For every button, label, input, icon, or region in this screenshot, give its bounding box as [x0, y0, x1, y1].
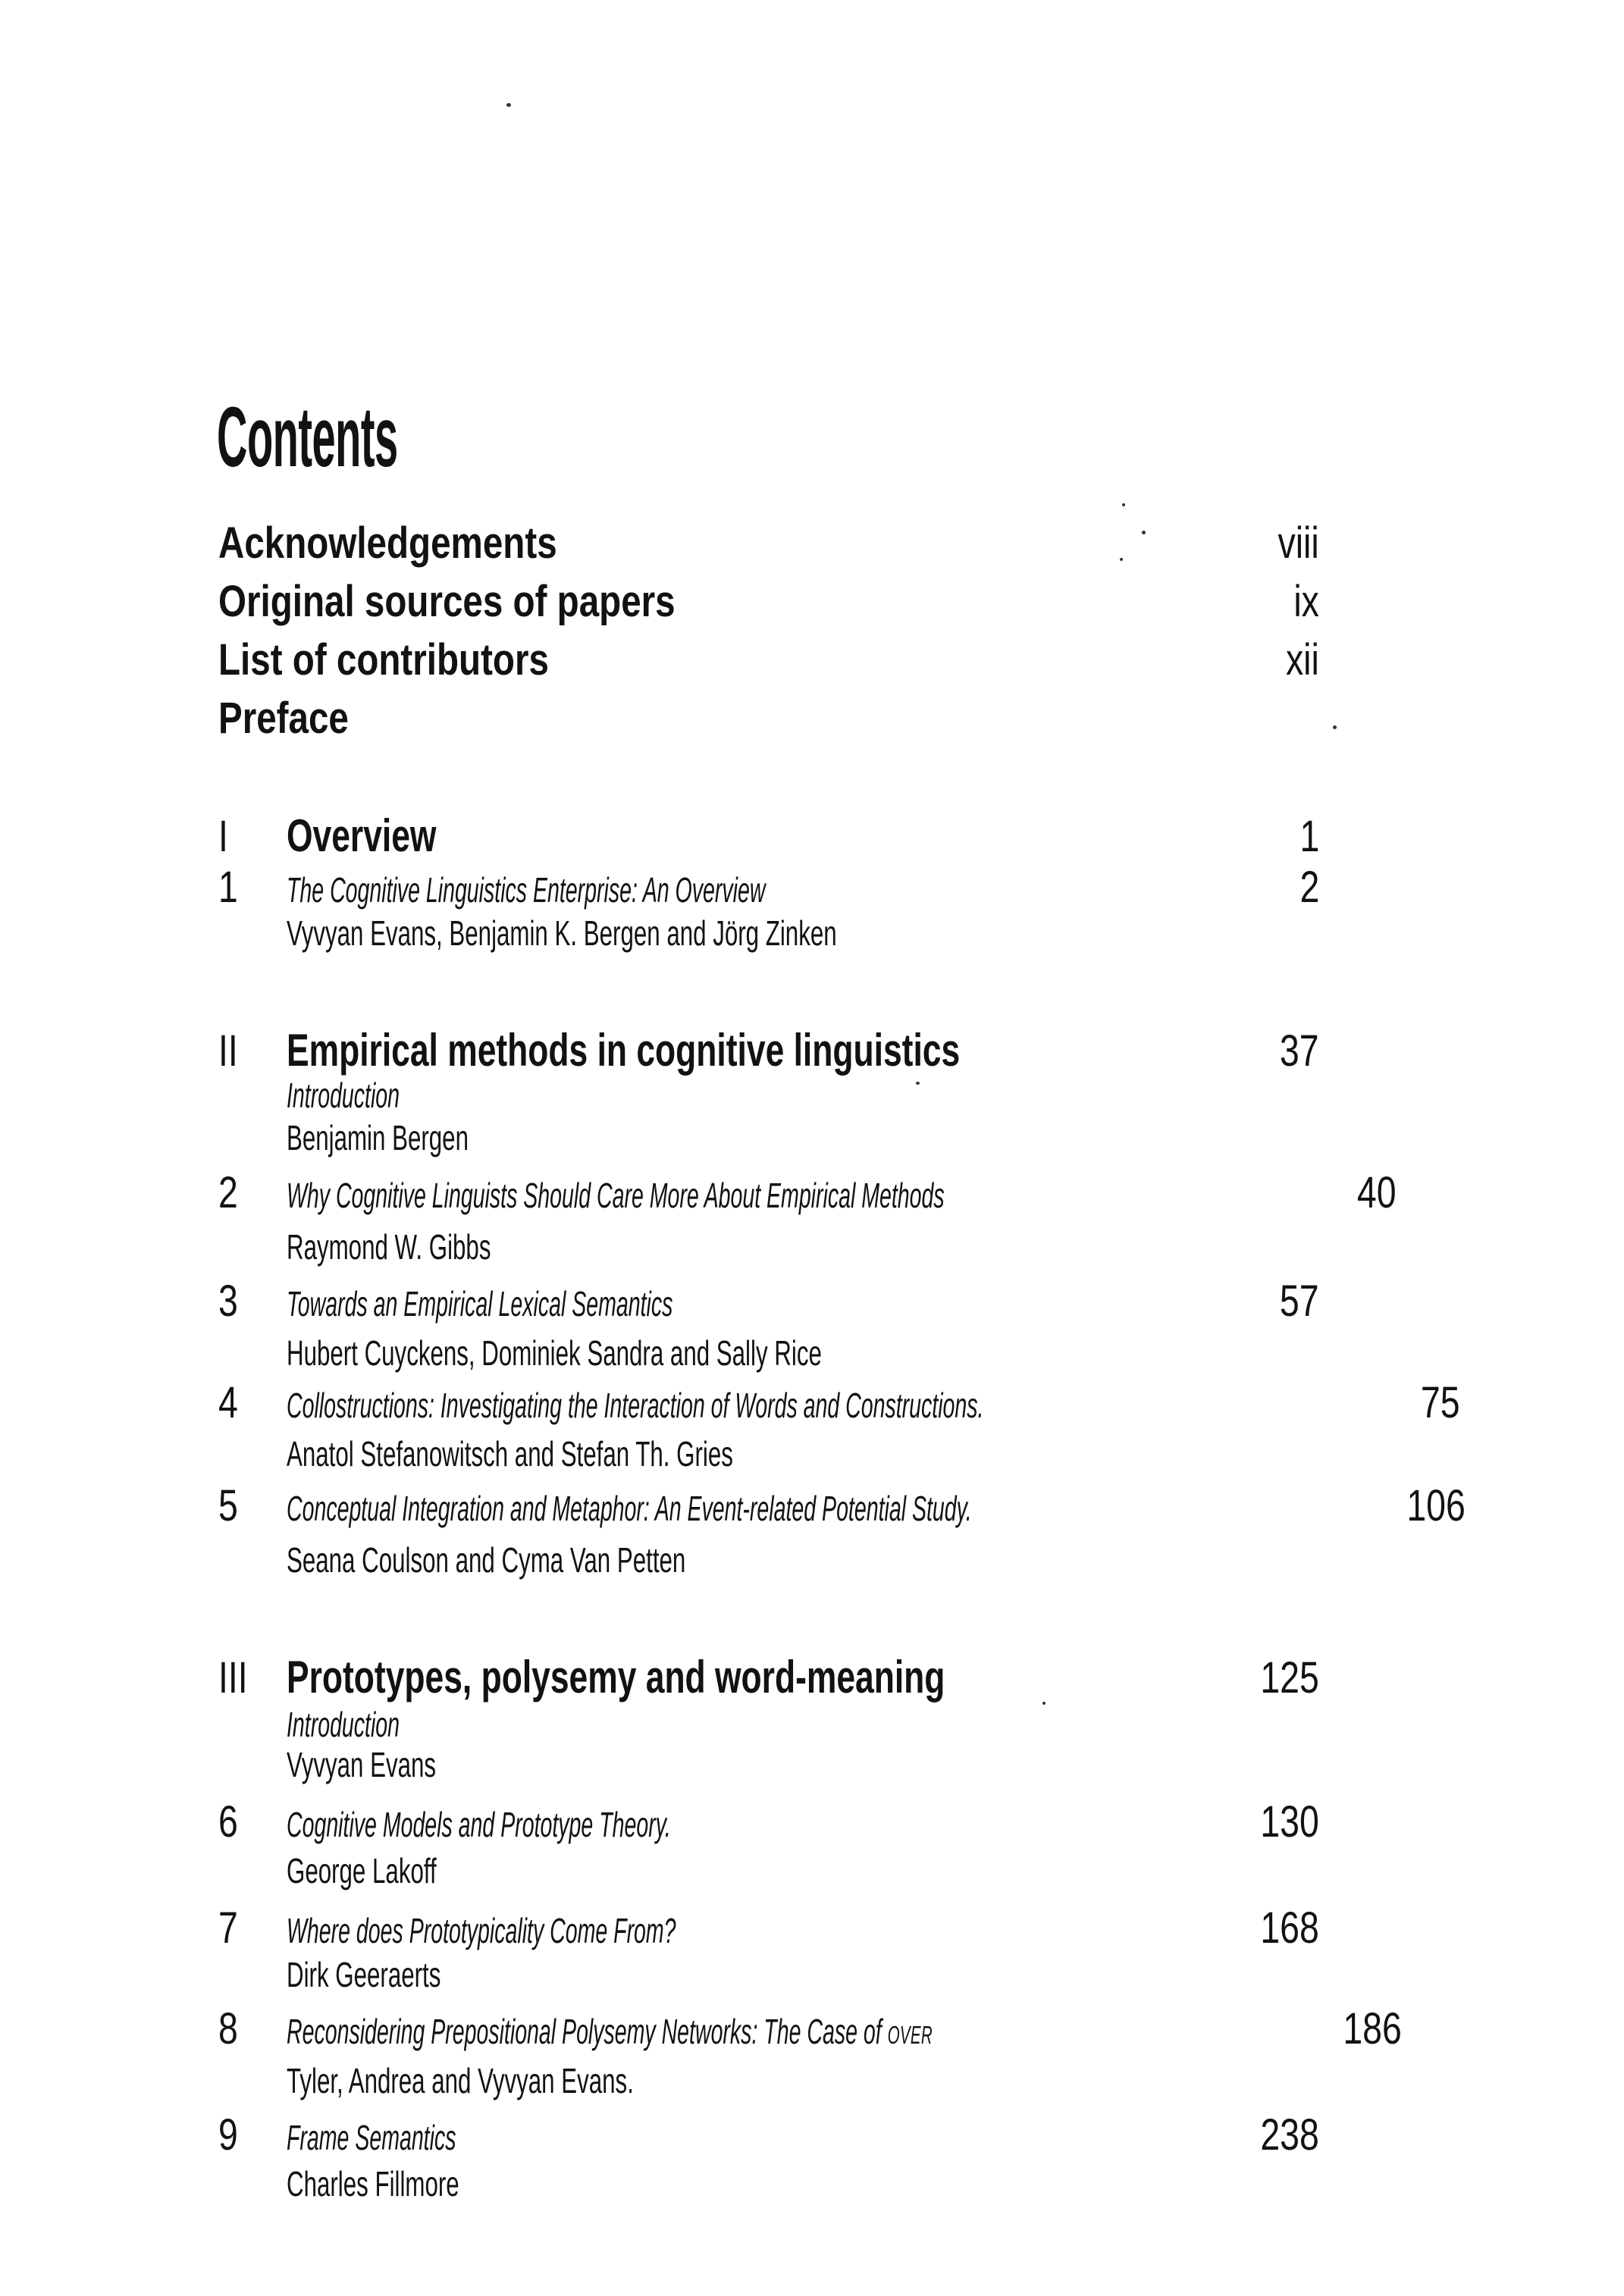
item-number: 3 — [218, 1276, 238, 1326]
item-page: 40 — [1357, 1168, 1397, 1217]
section-numeral: II — [218, 1026, 238, 1076]
item-title: The Cognitive Linguistics Enterprise: An Overview — [287, 870, 766, 910]
section-intro-label: Introduction — [287, 1076, 400, 1115]
section-title: Overview — [287, 810, 437, 861]
item-row — [218, 1168, 1397, 1217]
item-title-smallcaps: OVER — [887, 2022, 933, 2050]
item-number: 6 — [218, 1797, 238, 1847]
scan-artifact-dot — [916, 1082, 920, 1085]
front-matter-row — [218, 577, 1319, 626]
section-page: 125 — [1260, 1653, 1319, 1702]
item-number: 5 — [218, 1481, 238, 1530]
scan-artifact-dot — [1333, 725, 1337, 729]
item-page: 57 — [1280, 1276, 1319, 1326]
fm-page: ix — [1293, 577, 1319, 626]
item-number: 9 — [218, 2110, 238, 2160]
item-number: 4 — [218, 1378, 238, 1427]
item-page: 75 — [1420, 1378, 1460, 1427]
item-number: 1 — [218, 863, 238, 912]
front-matter-row — [218, 694, 1319, 743]
item-number: 7 — [218, 1903, 238, 1953]
item-title: Collostructions: Investigating the Interaction of Words and Constructions. — [287, 1386, 984, 1425]
scan-artifact-dot — [1142, 531, 1146, 534]
item-page: 168 — [1260, 1903, 1319, 1953]
item-row — [218, 1276, 1319, 1326]
item-title-text: Reconsidering Prepositional Polysemy Networks: The Case of — [287, 2012, 888, 2051]
fm-page: xii — [1286, 635, 1319, 684]
fm-label: List of contributors — [218, 635, 549, 684]
fm-page: viii — [1278, 518, 1319, 568]
page-title — [217, 390, 578, 485]
fm-label: Preface — [218, 694, 349, 743]
item-page: 130 — [1260, 1797, 1319, 1847]
item-number: 8 — [218, 2004, 238, 2053]
item-authors: Anatol Stefanowitsch and Stefan Th. Gries — [287, 1434, 733, 1474]
section-intro-author: Benjamin Bergen — [287, 1118, 469, 1157]
item-authors: Dirk Geeraerts — [287, 1955, 441, 1994]
item-authors: Tyler, Andrea and Vyvyan Evans. — [287, 2061, 634, 2100]
section-row — [218, 1652, 1319, 1702]
item-page: 2 — [1300, 863, 1319, 912]
item-title: Frame Semantics — [287, 2118, 456, 2157]
front-matter-row — [218, 635, 1319, 684]
item-title: Towards an Empirical Lexical Semantics — [287, 1284, 673, 1323]
item-row — [218, 2110, 1319, 2160]
item-title — [287, 2014, 1328, 2049]
item-row — [218, 2004, 1402, 2053]
fm-label: Acknowledgements — [218, 518, 557, 568]
item-title: Conceptual Integration and Metaphor: An Event-related Potential Study. — [287, 1489, 972, 1528]
page-title-text: Contents — [217, 390, 398, 485]
item-page: 238 — [1260, 2110, 1319, 2160]
item-page: 106 — [1406, 1481, 1466, 1530]
section-title: Empirical methods in cognitive linguistics — [287, 1025, 961, 1076]
item-authors: Raymond W. Gibbs — [287, 1227, 491, 1267]
item-row — [218, 1797, 1319, 1847]
item-row — [218, 1481, 1466, 1530]
section-page: 1 — [1300, 812, 1319, 861]
item-authors: George Lakoff — [287, 1851, 437, 1890]
scan-artifact-dot — [1120, 558, 1123, 561]
item-authors: Hubert Cuyckens, Dominiek Sandra and Sally Rice — [287, 1333, 822, 1373]
scan-artifact-dot — [1042, 1702, 1046, 1705]
item-authors: Vyvyan Evans, Benjamin K. Bergen and Jörg Zinken — [287, 913, 837, 953]
section-intro-label: Introduction — [287, 1705, 400, 1744]
section-page: 37 — [1280, 1026, 1319, 1076]
section-row — [218, 810, 1319, 861]
item-row — [218, 1903, 1319, 1953]
item-number: 2 — [218, 1168, 238, 1217]
item-authors: Seana Coulson and Cyma Van Petten — [287, 1540, 686, 1580]
item-title: Where does Prototypicality Come From? — [287, 1911, 676, 1950]
item-authors: Charles Fillmore — [287, 2164, 459, 2204]
item-page: 186 — [1343, 2004, 1402, 2053]
scan-artifact-dot — [506, 103, 511, 107]
section-row — [218, 1025, 1319, 1076]
section-numeral: I — [218, 812, 228, 861]
section-numeral: III — [218, 1653, 248, 1702]
scan-artifact-dot — [1122, 503, 1125, 506]
item-title: Cognitive Models and Prototype Theory. — [287, 1805, 671, 1844]
item-title: Why Cognitive Linguists Should Care More About Empirical Methods — [287, 1176, 945, 1215]
section-intro-author: Vyvyan Evans — [287, 1745, 437, 1784]
section-title: Prototypes, polysemy and word-meaning — [287, 1652, 945, 1702]
fm-label: Original sources of papers — [218, 577, 676, 626]
front-matter-row — [218, 518, 1319, 568]
item-row — [218, 863, 1319, 912]
item-row — [218, 1378, 1460, 1427]
